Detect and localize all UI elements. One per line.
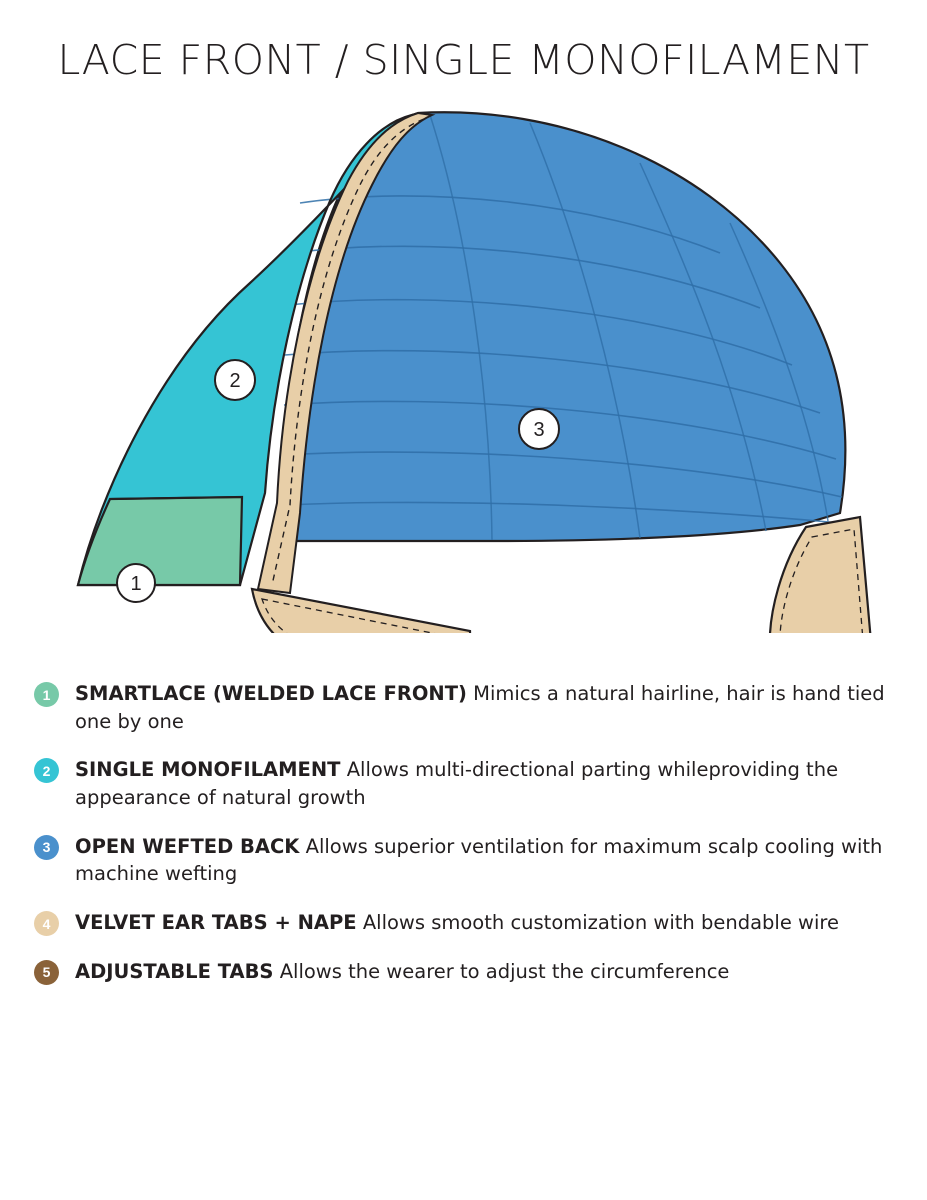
legend-badge-3: 3 — [34, 835, 59, 860]
legend-badge-5: 5 — [34, 960, 59, 985]
legend-item-1 — [34, 680, 893, 735]
legend-desc-1: Mimics a natural hairline, hair is hand tied one by one — [75, 682, 885, 733]
wig-cap-illustration — [0, 93, 927, 633]
legend-term-3: OPEN WEFTED BACK — [75, 834, 300, 858]
velvet-ear-tab-left — [252, 589, 472, 633]
marker-1 — [117, 564, 155, 602]
legend-text-4 — [75, 909, 839, 937]
legend-term-1: SMARTLACE (WELDED LACE FRONT) — [75, 682, 467, 705]
legend-badge-2: 2 — [34, 758, 59, 783]
page-title: LACE FRONT / SINGLE MONOFILAMENT — [57, 36, 870, 84]
marker-2 — [215, 360, 255, 400]
legend-term-2: SINGLE MONOFILAMENT — [75, 758, 341, 782]
legend-badge-4: 4 — [34, 911, 59, 936]
legend-text-3 — [75, 833, 893, 888]
legend-text-5 — [75, 958, 729, 986]
legend-list — [0, 680, 927, 1007]
legend-item-5 — [34, 958, 893, 986]
legend-desc-5: Allows the wearer to adjust the circumference — [279, 959, 730, 983]
legend-term-4: VELVET EAR TABS + NAPE — [75, 911, 357, 935]
legend-item-2 — [34, 756, 893, 811]
legend-text-2 — [75, 756, 893, 811]
legend-desc-4: Allows smooth customization with bendable wire — [362, 911, 839, 935]
velvet-nape-tab-right — [770, 517, 873, 633]
marker-3 — [519, 409, 559, 449]
legend-term-5: ADJUSTABLE TABS — [75, 959, 274, 983]
wig-cap-diagram — [0, 93, 927, 633]
marker-2-label: 2 — [229, 370, 241, 393]
legend-item-4 — [34, 909, 893, 937]
legend-badge-1: 1 — [34, 682, 59, 707]
legend-desc-2: Allows multi-directional parting whileproviding the appearance of natural growth — [75, 758, 839, 810]
legend-text-1 — [75, 680, 893, 735]
marker-1-label: 1 — [130, 573, 142, 596]
legend-desc-3: Allows superior ventilation for maximum scalp cooling with machine wefting — [75, 834, 883, 886]
legend-item-3 — [34, 833, 893, 888]
marker-3-label: 3 — [533, 419, 545, 442]
